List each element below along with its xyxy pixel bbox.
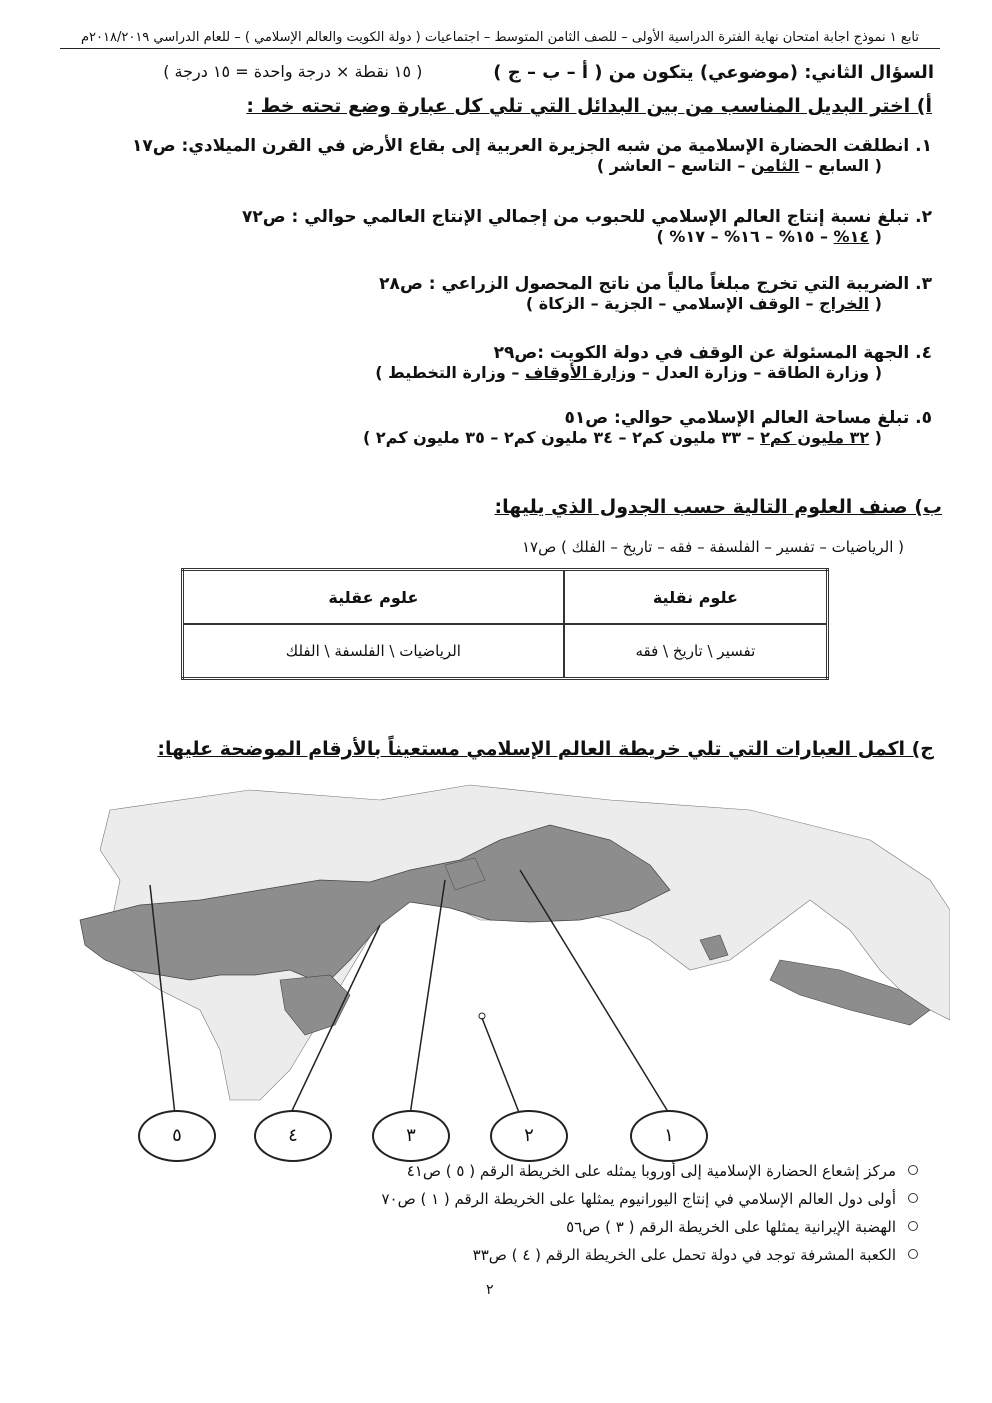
- mcq-item-1: [132, 136, 932, 175]
- correct-answer: الخراج: [819, 294, 870, 313]
- bullet-circle: [908, 1165, 918, 1175]
- statement-3: [566, 1218, 896, 1236]
- correct-answer: وزارة الأوقاف: [524, 363, 637, 382]
- section-a-title: أ) اختر البديل المناسب من بين البدائل التي تلي كل عبارة وضع تحته خط :: [246, 95, 932, 117]
- mcq-options: [363, 428, 882, 447]
- option-text: (: [869, 294, 882, 313]
- option-text: ( السابع –: [799, 156, 882, 175]
- header-transmitted-sciences: علوم نقلية: [564, 570, 828, 625]
- rational-sciences-answer: الرياضيات \ الفلسفة \ الفلك: [183, 624, 564, 679]
- option-text: (: [869, 428, 882, 447]
- option-text: – الوقف الإسلامي – الجزية – الزكاة ): [525, 294, 820, 313]
- mcq-item-2: [242, 207, 932, 246]
- question-points: ( ١٥ نقطة × درجة واحدة = ١٥ درجة ): [163, 62, 423, 81]
- map-number-circle-5: ٥: [138, 1110, 216, 1162]
- bullet-circle: [908, 1193, 918, 1203]
- option-text: – ١٥% – ١٦% – ١٧% ): [656, 227, 834, 246]
- map-number-circle-3: ٣: [372, 1110, 450, 1162]
- mcq-question: ٥. تبلغ مساحة العالم الإسلامي حوالي: ص٥١: [564, 408, 932, 428]
- mcq-item-4: [375, 343, 932, 382]
- mcq-question: ٢. تبلغ نسبة إنتاج العالم الإسلامي للحبوب من إجمالي الإنتاج العالمي حوالي : ص٧٢: [241, 207, 932, 227]
- mcq-options: [242, 227, 882, 246]
- mcq-options: [132, 156, 882, 175]
- sciences-list: ( الرياضيات – تفسير – الفلسفة – فقه – تاريخ – الفلك ) ص١٧: [522, 538, 904, 556]
- mcq-item-3: [379, 274, 932, 313]
- map-number-circle-1: ١: [630, 1110, 708, 1162]
- map-number-circle-4: ٤: [254, 1110, 332, 1162]
- islamic-world-map: [50, 770, 950, 1115]
- section-b-title: ب) صنف العلوم التالية حسب الجدول الذي يليها:: [494, 496, 942, 518]
- correct-answer: الثامن: [750, 156, 800, 175]
- header-rational-sciences: علوم عقلية: [183, 570, 564, 625]
- correct-answer: ٣٢ مليون كم٢: [760, 428, 870, 447]
- statement-1: [407, 1162, 896, 1180]
- mcq-question: ٤. الجهة المسئولة عن الوقف في دولة الكويت :ص٢٩: [493, 343, 932, 363]
- option-text: – التاسع – العاشر ): [596, 156, 751, 175]
- mcq-question: ٣. الضريبة التي تخرج مبلغاً مالياً من ناتج المحصول الزراعي : ص٢٨: [379, 274, 932, 294]
- mcq-options: [375, 363, 882, 382]
- statement-text: مركز إشعاع الحضارة الإسلامية إلى أوروبا يمثله على الخريطة الرقم ( ٥ ) ص٤١: [406, 1162, 896, 1180]
- map-number-circle-2: ٢: [490, 1110, 568, 1162]
- bullet-circle: [908, 1221, 918, 1231]
- question-title-text: السؤال الثاني: (موضوعي) يتكون من ( أ – ب – ج ): [493, 62, 934, 83]
- statement-text: الهضبة الإيرانية يمثلها على الخريطة الرقم ( ٣ ) ص٥٦: [566, 1218, 896, 1236]
- mcq-options: [379, 294, 882, 313]
- question-title: [163, 62, 934, 83]
- mcq-item-5: [363, 408, 932, 447]
- statement-text: أولى دول العالم الإسلامي في إنتاج اليورانيوم يمثلها على الخريطة الرقم ( ١ ) ص٧٠: [381, 1190, 896, 1208]
- classification-table: [181, 568, 829, 680]
- option-text: ( وزارة الطاقة – وزارة العدل –: [636, 363, 882, 382]
- mcq-question: ١. انطلقت الحضارة الإسلامية من شبه الجزيرة العربية إلى بقاع الأرض في القرن الميلادي: ص١٧: [131, 136, 932, 156]
- transmitted-sciences-answer: تفسير \ تاريخ \ فقه: [564, 624, 828, 679]
- statement-text: الكعبة المشرفة توجد في دولة تحمل على الخريطة الرقم ( ٤ ) ص٣٣: [472, 1246, 896, 1264]
- option-text: (: [869, 227, 882, 246]
- correct-answer: ١٤%: [833, 227, 870, 246]
- page-number: ٢: [486, 1282, 494, 1298]
- option-text: – ٣٣ مليون كم٢ – ٣٤ مليون كم٢ – ٣٥ مليون كم٢ ): [362, 428, 761, 447]
- statement-2: [381, 1190, 896, 1208]
- section-c-title: ج) اكمل العبارات التي تلي خريطة العالم الإسلامي مستعيناً بالأرقام الموضحة عليها:: [157, 738, 934, 760]
- bullet-circle: [908, 1249, 918, 1259]
- statement-4: [473, 1246, 896, 1264]
- page-header: تابع ١ نموذج اجابة امتحان نهاية الفترة الدراسية الأولى – للصف الثامن المتوسط – اجتماعيات ( دولة الكويت والعالم الإسلامي ) – للعام الدراسي ٢٠١٨/٢٠١٩م: [60, 30, 940, 49]
- option-text: – وزارة التخطيط ): [375, 363, 525, 382]
